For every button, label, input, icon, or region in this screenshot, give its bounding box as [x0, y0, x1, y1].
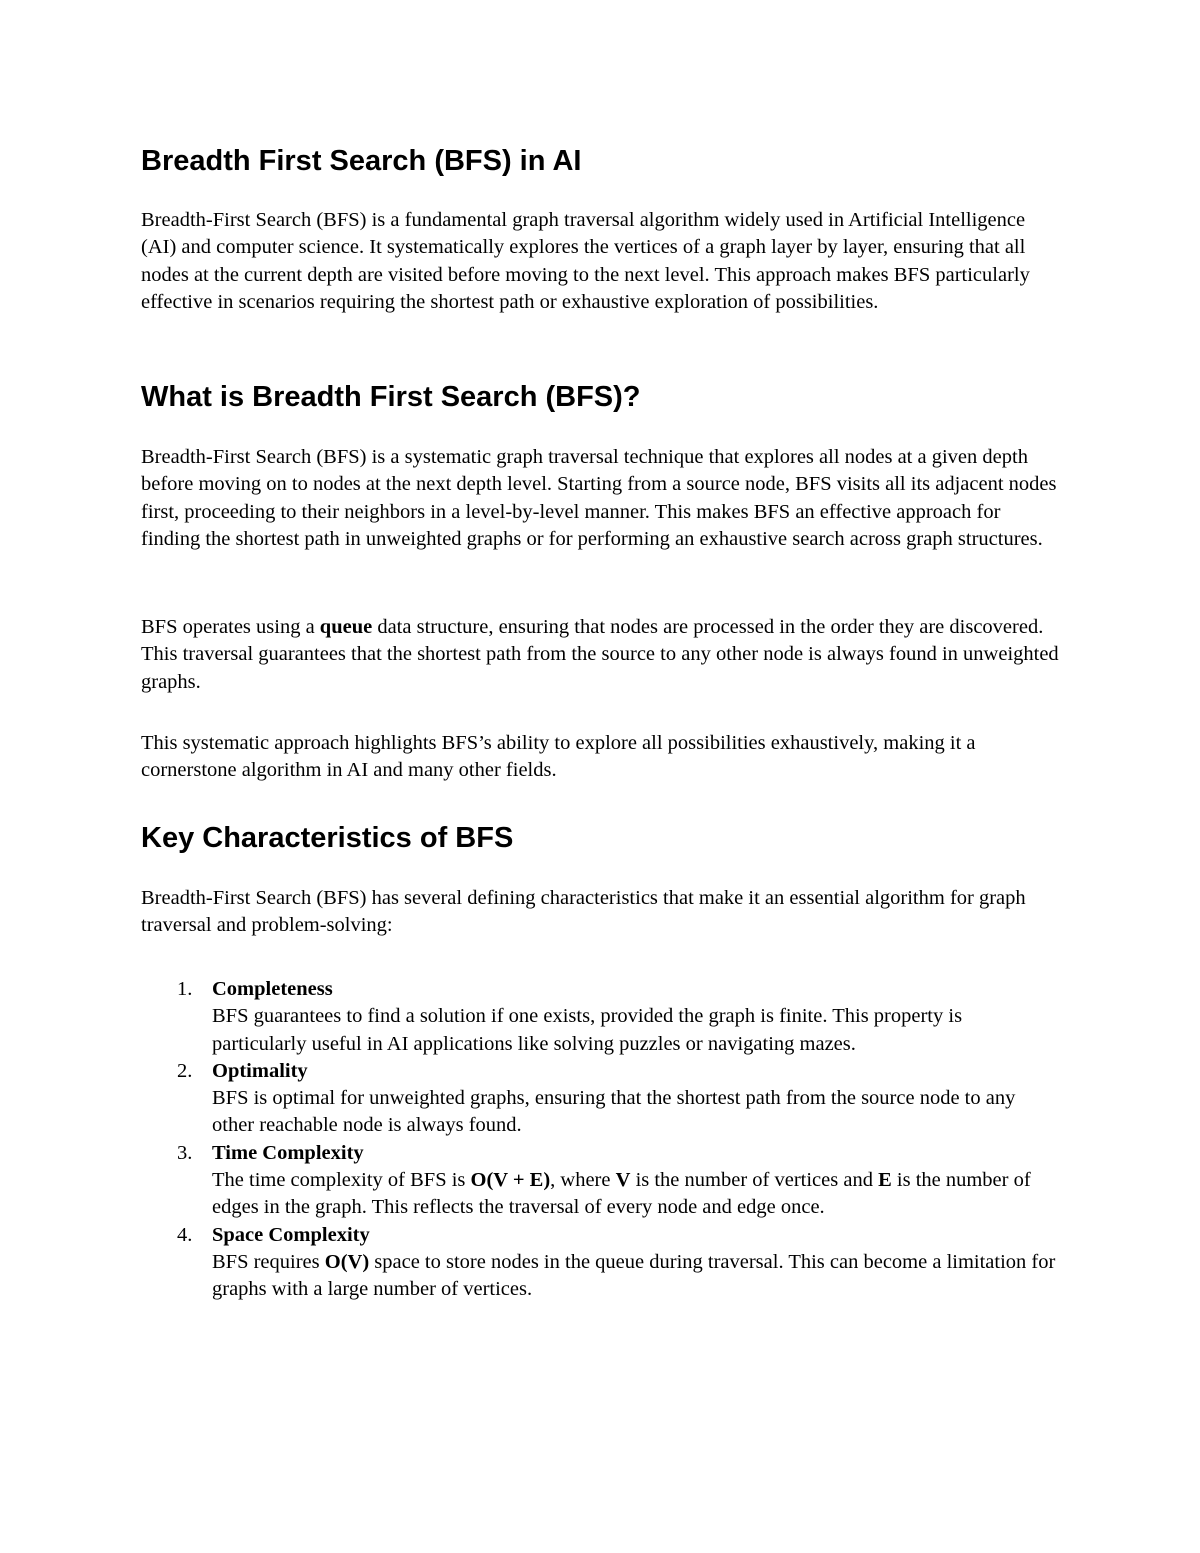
page-title-block [141, 143, 1061, 179]
section-what-is-para3-block [141, 730, 1061, 785]
list-item-body [212, 1167, 1061, 1222]
list-item-title: Optimality [212, 1059, 308, 1082]
list-item [141, 1222, 1061, 1304]
list-item [141, 1058, 1061, 1140]
list-item-title: Time Complexity [212, 1141, 364, 1164]
space-complexity-text-post: space to store nodes in the queue during traversal. This can become a limitation for graphs with a large number of vertices. [212, 1250, 1056, 1301]
time-complexity-text-mid2: is the number of vertices and [630, 1169, 879, 1192]
para2-text-pre: BFS operates using a [141, 616, 320, 638]
section-what-is-para2-block [141, 614, 1061, 696]
list-item-number: 2. [177, 1059, 193, 1082]
section-characteristics-heading-block [141, 820, 1061, 856]
time-complexity-text-post: is the number of edges in the graph. This reflects the traversal of every node and edge once. [212, 1169, 1031, 1219]
page-title: Breadth First Search (BFS) in AI [141, 145, 582, 177]
section-characteristics-heading: Key Characteristics of BFS [141, 822, 514, 854]
para2-text-post: data structure, ensuring that nodes are processed in the order they are discovered. This traversal guarantees that the shortest path from the source to any other node is always found in unweighted graphs. [141, 616, 1059, 693]
list-item [141, 1140, 1061, 1222]
section-what-is-heading-block [141, 379, 1061, 415]
time-complexity-text-pre: The time complexity of BFS is [212, 1169, 471, 1192]
time-complexity-text-mid1: , where [550, 1169, 616, 1192]
time-complexity-value: O(V + E) [470, 1169, 551, 1192]
list-item-number: 4. [177, 1223, 193, 1246]
section-what-is-paragraph-2 [141, 614, 1061, 696]
list-item-title: Space Complexity [212, 1223, 370, 1246]
list-item-body: BFS guarantees to find a solution if one exists, provided the graph is finite. This property is particularly useful in AI applications like solving puzzles or navigating mazes. [212, 1005, 963, 1055]
characteristics-list [141, 976, 1061, 1304]
section-characteristics-intro: Breadth-First Search (BFS) has several defining characteristics that make it an essential algorithm for graph traversal and problem-solving: [141, 887, 1026, 937]
list-item-number: 1. [177, 978, 193, 1000]
space-complexity-value: O(V) [324, 1250, 370, 1273]
list-item-body: BFS is optimal for unweighted graphs, ensuring that the shortest path from the source node to any other reachable node is always found. [212, 1087, 1016, 1137]
list-item-title: Completeness [212, 978, 333, 1000]
vertices-symbol: V [615, 1169, 631, 1192]
section-what-is-para1-block [141, 444, 1061, 553]
section-what-is-paragraph-3: This systematic approach highlights BFS’s ability to explore all possibilities exhaustively, making it a cornerstone algorithm in AI and many other fields. [141, 732, 976, 782]
list-item [141, 976, 1061, 1058]
section-what-is-paragraph-1: Breadth-First Search (BFS) is a systematic graph traversal technique that explores all nodes at a given depth before moving on to nodes at the next depth level. Starting from a source node, BFS visits all its adjacent nodes first, proceeding to their neighbors in a level-by-level manner. This makes BFS an effective approach for finding the shortest path in unweighted graphs or for performing an exhaustive search across graph structures. [141, 446, 1057, 550]
section-characteristics-intro-block [141, 885, 1061, 940]
edges-symbol: E [878, 1169, 892, 1192]
queue-term: queue [319, 616, 373, 638]
space-complexity-text-pre: BFS requires [212, 1250, 325, 1273]
intro-block [141, 207, 1061, 316]
list-item-number: 3. [177, 1141, 193, 1164]
intro-paragraph: Breadth-First Search (BFS) is a fundamental graph traversal algorithm widely used in Artificial Intelligence (AI) and computer science. It systematically explores the vertices of a graph layer by layer, ensuring that all nodes at the current depth are visited before moving to the next level. This approach makes BFS particularly effective in scenarios requiring the shortest path or exhaustive exploration of possibilities. [141, 209, 1030, 313]
section-what-is-heading: What is Breadth First Search (BFS)? [141, 381, 641, 413]
list-item-body [212, 1249, 1061, 1304]
